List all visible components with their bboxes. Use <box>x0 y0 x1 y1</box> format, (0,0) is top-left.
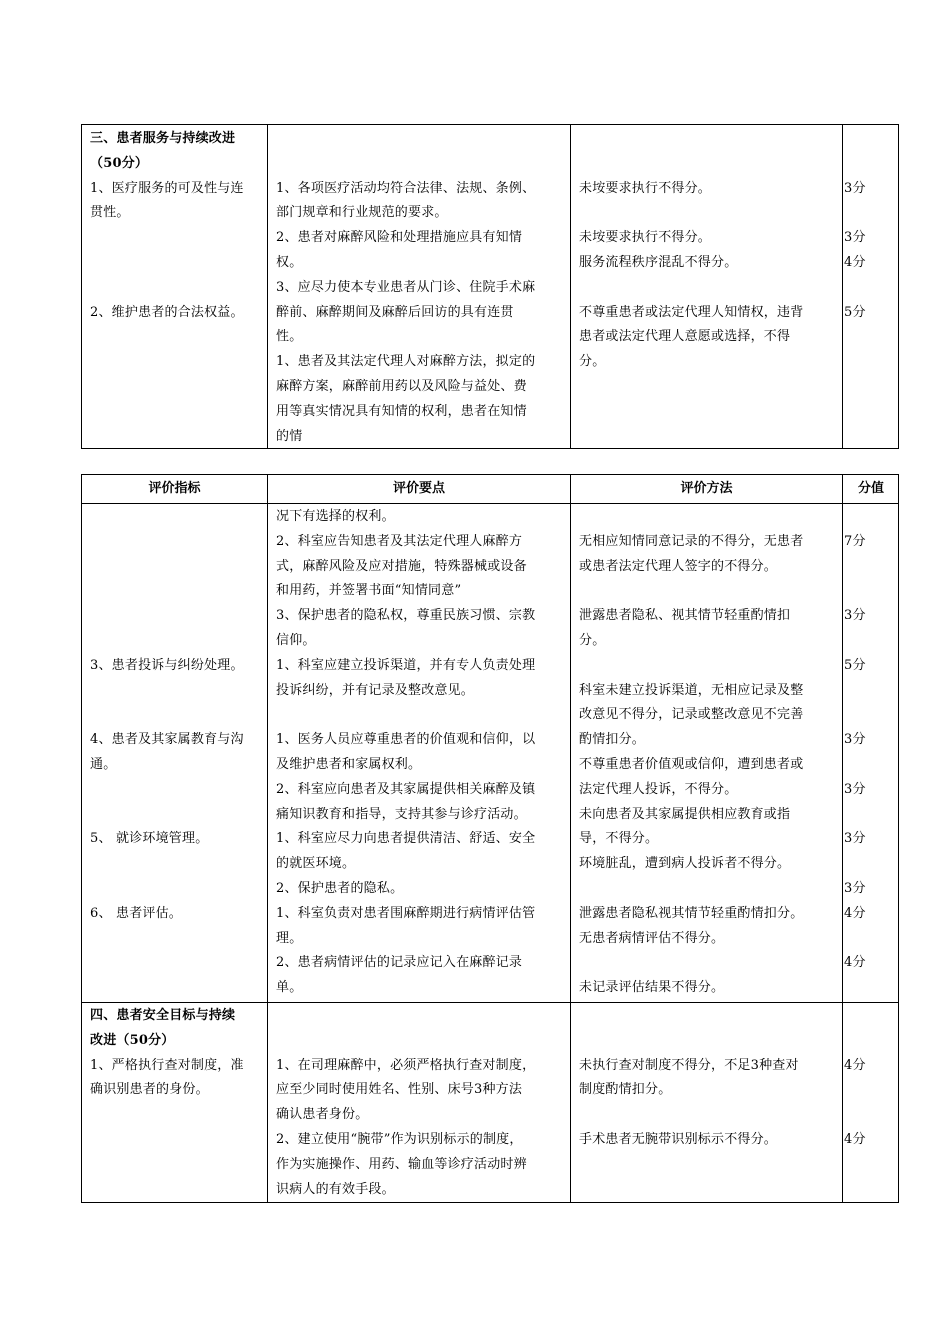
cell-c2-line: 用等真实情况具有知情的权利，患者在知情 <box>276 403 527 419</box>
section-divider <box>82 1002 898 1003</box>
cell-c1-line: 四、患者安全目标与持续 <box>90 1008 236 1023</box>
cell-c1-line: 通。 <box>90 757 117 772</box>
cell-c4-line: 3分 <box>844 230 866 246</box>
cell-c3-line: 无相应知情同意记录的不得分，无患者 <box>579 533 804 549</box>
column-divider <box>842 475 843 1202</box>
cell-c2-line: 2、患者对麻醉风险和处理措施应具有知情 <box>276 230 523 246</box>
cell-c2-line: 2、科室应告知患者及其法定代理人麻醉方 <box>276 533 523 549</box>
column-divider <box>267 475 268 1202</box>
cell-c3-line: 法定代理人投诉，不得分。 <box>579 781 738 797</box>
cell-c4-line: 5分 <box>844 304 866 320</box>
cell-c4-line: 3分 <box>844 831 866 847</box>
cell-c1-line: 1、严格执行查对制度，准 <box>90 1057 244 1073</box>
cell-c2-line: 1、科室负责对患者围麻醉期进行病情评估管 <box>276 905 536 921</box>
cell-c3-line: 不尊重患者或法定代理人知情权，违背 <box>579 304 804 320</box>
header-key-points: 评价要点 <box>392 481 445 496</box>
cell-c3-line: 酌情扣分。 <box>579 732 646 748</box>
cell-c2-line: 1、科室应建立投诉渠道，并有专人负责处理 <box>276 657 536 673</box>
cell-c3-line: 制度酌情扣分。 <box>579 1082 672 1098</box>
cell-c3-line: 泄露患者隐私、视其情节轻重酌情扣 <box>579 608 791 624</box>
cell-c2-line: 1、患者及其法定代理人对麻醉方法，拟定的 <box>276 354 536 370</box>
cell-c4-line: 3分 <box>844 608 866 624</box>
cell-c2-line: 1、在司理麻醉中，必须严格执行查对制度， <box>276 1057 536 1073</box>
cell-c1-line: 1、医疗服务的可及性与连 <box>90 180 244 196</box>
cell-c1-line: 三、患者服务与持续改进 <box>90 131 236 146</box>
cell-c3-line: 或患者法定代理人签字的不得分。 <box>579 558 778 574</box>
cell-c3-line: 未垵要求执行不得分。 <box>579 230 712 246</box>
cell-c2-line: 况下有选择的权利。 <box>276 509 395 524</box>
cell-c3-line: 导，不得分。 <box>579 831 659 847</box>
cell-c3-line: 未向患者及其家属提供相应教育或指 <box>579 806 791 822</box>
cell-c4-line: 4分 <box>844 1057 866 1073</box>
cell-c3-line: 改意见不得分，记录或整改意见不完善 <box>579 707 804 723</box>
cell-c2-line: 2、保护患者的隐私。 <box>276 881 404 896</box>
cell-c3-line: 分。 <box>579 633 606 648</box>
cell-c3-line: 未执行查对制度不得分，不足3种查对 <box>579 1057 799 1073</box>
cell-c2-line: 的情 <box>276 428 303 444</box>
table-evaluation <box>81 474 899 1203</box>
cell-c2-line: 3、保护患者的隐私权，尊重民族习惯、宗教 <box>276 608 536 624</box>
cell-c1-line: 2、维护患者的合法权益。 <box>90 304 244 320</box>
cell-c1-line: （50分） <box>90 155 149 171</box>
cell-c2-line: 理。 <box>276 930 303 946</box>
header-divider <box>82 503 898 504</box>
cell-c2-line: 醉前、麻醉期间及麻醉后回访的具有连贯 <box>276 304 514 320</box>
cell-c2-line: 的就医环境。 <box>276 856 356 872</box>
cell-c2-line: 部门规章和行业规范的要求。 <box>276 205 448 221</box>
cell-c2-line: 2、建立使用“腕带”作为识别标示的制度， <box>276 1132 523 1147</box>
cell-c2-line: 信仰。 <box>276 633 316 648</box>
cell-c2-line: 投诉纠纷，并有记录及整改意见。 <box>276 682 475 698</box>
cell-c1-line: 5、 就诊环境管理。 <box>90 831 209 847</box>
cell-c2-line: 痛知识教育和指导，支持其参与诊疗活动。 <box>276 806 527 822</box>
cell-c2-line: 式，麻醉风险及应对措施，特殊器械或设备 <box>276 558 527 574</box>
column-divider <box>267 125 268 448</box>
cell-c2-line: 1、各项医疗活动均符合法律、法规、条例、 <box>276 180 536 196</box>
header-score: 分值 <box>857 481 884 496</box>
cell-c4-line: 3分 <box>844 781 866 797</box>
table-section-3-continued <box>81 124 899 449</box>
cell-c2-line: 2、科室应向患者及其家属提供相关麻醉及镇 <box>276 781 536 797</box>
cell-c1-line: 确识别患者的身份。 <box>90 1082 209 1098</box>
cell-c4-line: 4分 <box>844 255 866 270</box>
cell-c3-line: 不尊重患者价值观或信仰，遭到患者或 <box>579 757 804 772</box>
cell-c3-line: 未记录评估结果不得分。 <box>579 980 725 996</box>
cell-c4-line: 3分 <box>844 732 866 748</box>
cell-c1-line: 6、 患者评估。 <box>90 905 183 921</box>
cell-c2-line: 和用药，并签署书面“知情同意” <box>276 583 462 599</box>
cell-c3-line: 手术患者无腕带识别标示不得分。 <box>579 1132 778 1147</box>
cell-c2-line: 作为实施操作、用药、输血等诊疗活动时辨 <box>276 1156 527 1172</box>
cell-c2-line: 应至少同时使用姓名、性别、床号3种方法 <box>276 1082 523 1098</box>
cell-c1-line: 3、患者投诉与纠纷处理。 <box>90 657 244 673</box>
header-method: 评价方法 <box>680 481 733 496</box>
column-divider <box>842 125 843 448</box>
cell-c3-line: 服务流程秩序混乱不得分。 <box>579 255 738 270</box>
cell-c2-line: 权。 <box>276 255 303 270</box>
cell-c2-line: 识病人的有效手段。 <box>276 1181 395 1197</box>
column-divider <box>570 125 571 448</box>
cell-c2-line: 确认患者身份。 <box>276 1107 369 1123</box>
cell-c4-line: 5分 <box>844 657 866 673</box>
cell-c4-line: 3分 <box>844 881 866 896</box>
cell-c3-line: 分。 <box>579 354 606 370</box>
cell-c2-line: 单。 <box>276 980 303 996</box>
column-divider <box>570 475 571 1202</box>
cell-c4-line: 3分 <box>844 180 866 196</box>
cell-c2-line: 2、患者病情评估的记录应记入在麻醉记录 <box>276 955 523 971</box>
cell-c3-line: 科室未建立投诉渠道，无相应记录及整 <box>579 682 804 698</box>
cell-c2-line: 麻醉方案，麻醉前用药以及风险与益处、费 <box>276 379 527 394</box>
cell-c4-line: 4分 <box>844 1132 866 1147</box>
cell-c3-line: 泄露患者隐私视其情节轻重酌情扣分。 <box>579 905 804 921</box>
cell-c2-line: 及维护患者和家属权利。 <box>276 757 422 772</box>
cell-c2-line: 1、科室应尽力向患者提供清洁、舒适、安全 <box>276 831 536 847</box>
cell-c4-line: 4分 <box>844 955 866 971</box>
cell-c2-line: 3、应尽力使本专业患者从门诊、住院手术麻 <box>276 279 536 295</box>
cell-c3-line: 环境脏乱，遭到病人投诉者不得分。 <box>579 856 791 872</box>
cell-c4-line: 7分 <box>844 533 866 549</box>
cell-c3-line: 患者或法定代理人意愿或选择，不得 <box>579 329 791 345</box>
header-indicator: 评价指标 <box>148 481 201 496</box>
cell-c1-line: 4、患者及其家属教育与沟 <box>90 732 244 748</box>
cell-c3-line: 未垵要求执行不得分。 <box>579 180 712 196</box>
cell-c1-line: 贯性。 <box>90 205 130 221</box>
cell-c1-line: 改进（50分） <box>90 1032 175 1048</box>
cell-c2-line: 性。 <box>276 329 303 345</box>
cell-c4-line: 4分 <box>844 905 866 921</box>
cell-c2-line: 1、医务人员应尊重患者的价值观和信仰，以 <box>276 732 536 748</box>
cell-c3-line: 无患者病情评估不得分。 <box>579 930 725 946</box>
